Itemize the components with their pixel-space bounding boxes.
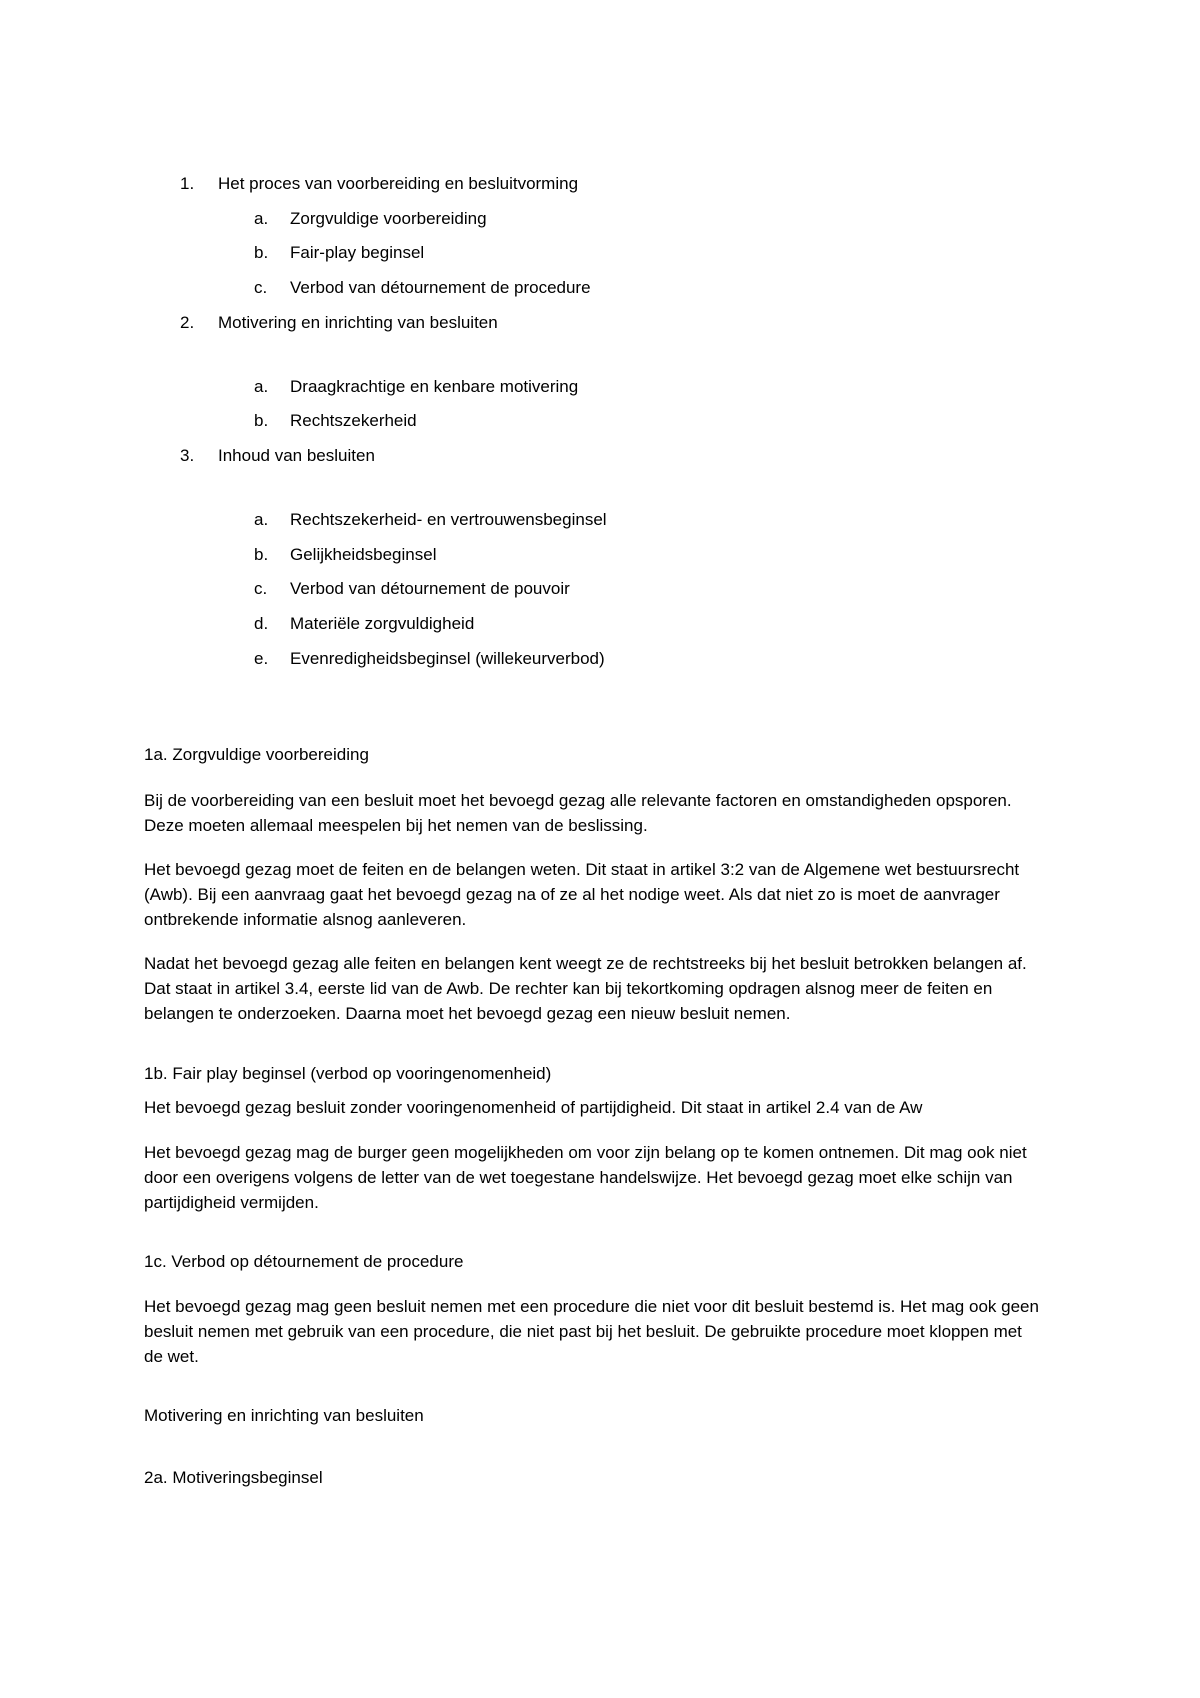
outline-sub-item: Zorgvuldige voorbereiding [290, 209, 487, 228]
section-1a-paragraph-2: Het bevoegd gezag moet de feiten en de belangen weten. Dit staat in artikel 3:2 van de Algemene wet bestuursrecht (Awb). Bij een aanvraag gaat het bevoegd gezag na of ze al het nodige weet. Als dat niet zo is moet de aanvrager ontbrekende informatie alsnog aanleveren. [144, 860, 1020, 929]
outline-sub-letter: a. [254, 510, 269, 529]
outline-number: 3. [180, 446, 195, 465]
outline-sub-letter: c. [254, 278, 268, 297]
section-1a-paragraph-3: Nadat het bevoegd gezag alle feiten en belangen kent weegt ze de rechtstreeks bij het besluit betrokken belangen af. Dat staat in artikel 3.4, eerste lid van de Awb. De rechter kan bij tekortkoming opdragen alsnog meer de feiten en belangen te onderzoeken. Daarna moet het bevoegd gezag een nieuw besluit nemen. [144, 954, 1027, 1023]
outline-sub-item: Fair-play beginsel [290, 243, 425, 262]
outline-sub-item: Draagkrachtige en kenbare motivering [290, 377, 579, 396]
outline-sub-letter: a. [254, 377, 269, 396]
outline-sub-letter: b. [254, 243, 269, 262]
outline-sub-item: Rechtszekerheid- en vertrouwensbeginsel [290, 510, 607, 529]
outline-sub-letter: e. [254, 649, 269, 668]
outline-sub-letter: b. [254, 545, 269, 564]
outline-sub-item: Materiële zorgvuldigheid [290, 614, 475, 633]
outline-sub-letter: a. [254, 209, 269, 228]
outline-sub-item: Rechtszekerheid [290, 411, 417, 430]
outline-sub-item: Evenredigheidsbeginsel (willekeurverbod) [290, 649, 605, 668]
outline-sub-letter: d. [254, 614, 269, 633]
outline-title: Het proces van voorbereiding en besluitvorming [218, 174, 579, 193]
section-heading-1c: 1c. Verbod op détournement de procedure [144, 1252, 464, 1271]
section-heading-2a: 2a. Motiveringsbeginsel [144, 1468, 323, 1487]
outline-sub-item: Gelijkheidsbeginsel [290, 545, 437, 564]
section-1c-paragraph-1: Het bevoegd gezag mag geen besluit nemen met een procedure die niet voor dit besluit bestemd is. Het mag ook geen besluit nemen met gebruik van een procedure, die niet past bij het besluit. De gebruikte procedure moet kloppen met de wet. [144, 1297, 1039, 1366]
outline-number: 2. [180, 313, 195, 332]
outline-sub-item: Verbod van détournement de pouvoir [290, 579, 570, 598]
section-heading-1b: 1b. Fair play beginsel (verbod op vooringenomenheid) [144, 1064, 552, 1083]
section-1b-paragraph-2: Het bevoegd gezag mag de burger geen mogelijkheden om voor zijn belang op te komen ontnemen. Dit mag ook niet door een overigens volgens de letter van de wet toegestane handelswijze. Het bevoegd gezag moet elke schijn van partijdigheid vermijden. [144, 1143, 1027, 1212]
outline-sub-letter: c. [254, 579, 268, 598]
section-1b-paragraph-1: Het bevoegd gezag besluit zonder vooringenomenheid of partijdigheid. Dit staat in artikel 2.4 van de Aw [144, 1098, 923, 1117]
section-1a-paragraph-1: Bij de voorbereiding van een besluit moet het bevoegd gezag alle relevante factoren en omstandigheden opsporen. Deze moeten allemaal meespelen bij het nemen van de beslissing. [144, 791, 1012, 835]
outline-sub-letter: b. [254, 411, 269, 430]
section-heading-2: Motivering en inrichting van besluiten [144, 1406, 424, 1425]
outline-number: 1. [180, 174, 195, 193]
outline-title: Inhoud van besluiten [218, 446, 375, 465]
section-heading-1a: 1a. Zorgvuldige voorbereiding [144, 745, 369, 764]
outline-sub-item: Verbod van détournement de procedure [290, 278, 591, 297]
outline-title: Motivering en inrichting van besluiten [218, 313, 498, 332]
